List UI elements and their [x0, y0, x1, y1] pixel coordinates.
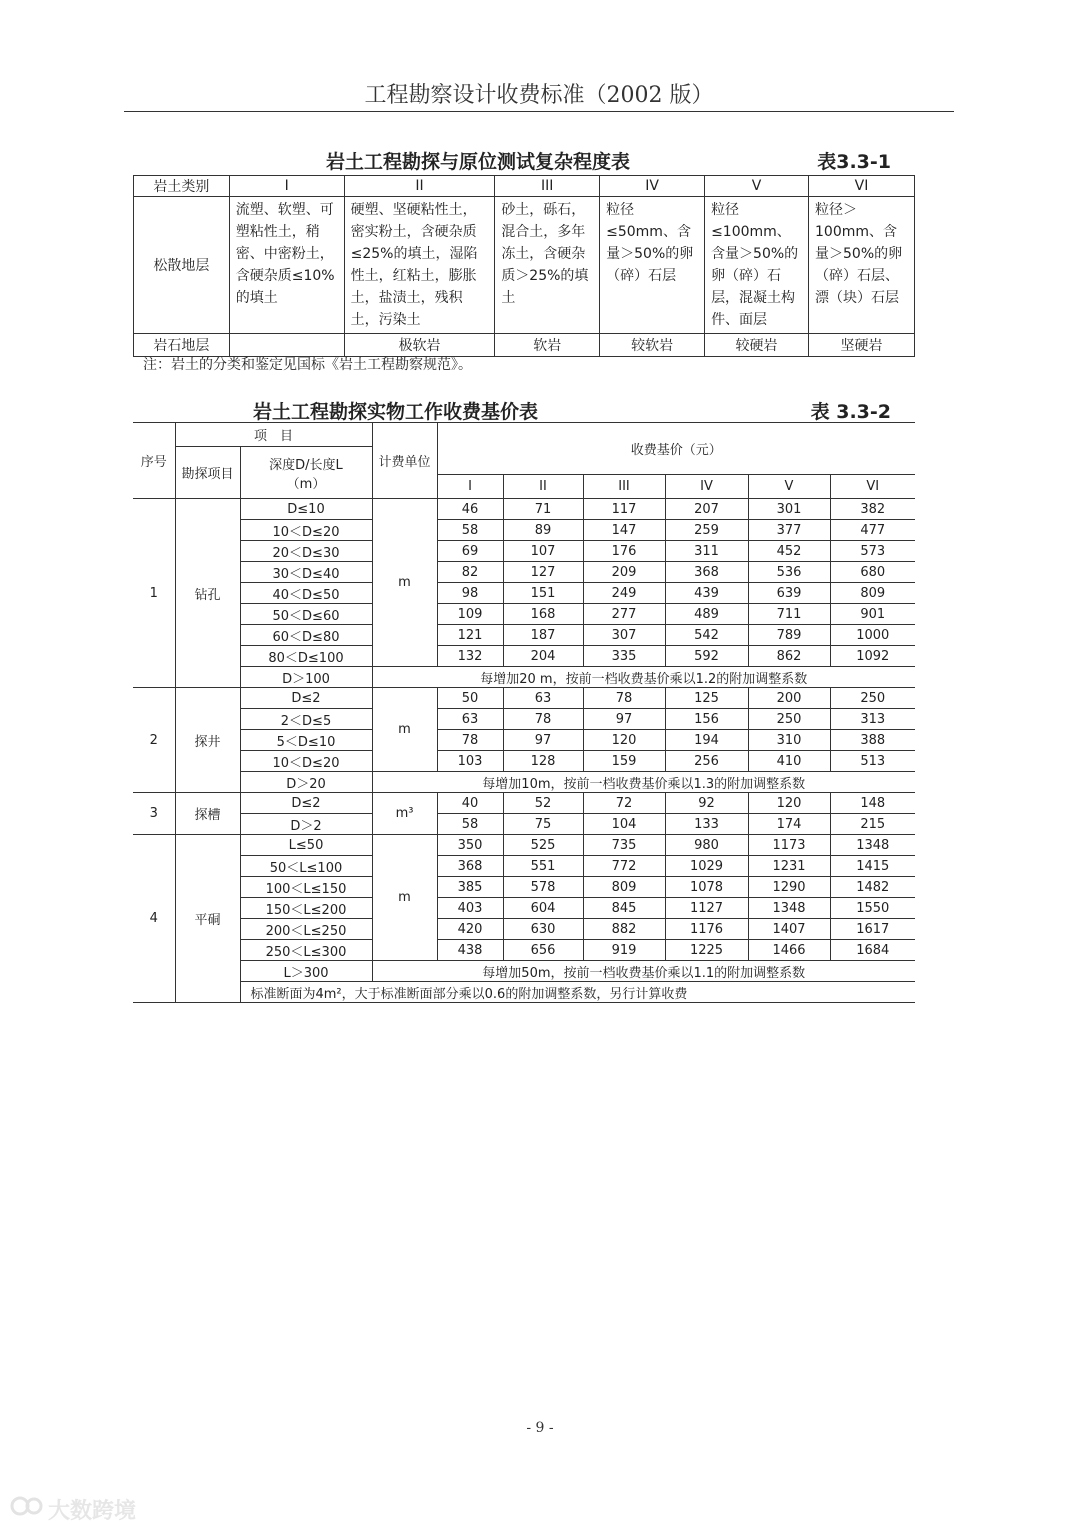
range-cell: 150＜L≤200	[240, 898, 372, 919]
price-cell: 809	[830, 583, 915, 604]
rock-cell: 较软岩	[600, 334, 705, 357]
table2-title: 岩土工程勘探实物工作收费基价表	[253, 401, 539, 423]
price-cell: 120	[748, 793, 830, 814]
loose-desc: 粒径＞100mm、含量＞50%的卵（碎）石层、漂（块）石层	[809, 197, 915, 334]
adjustment-note: 每增加10m，按前一档收费基价乘以1.3的附加调整系数	[372, 772, 915, 793]
unit-cell: m	[372, 499, 437, 667]
price-cell: 69	[437, 541, 503, 562]
price-cell: 92	[665, 793, 748, 814]
price-cell: 98	[437, 583, 503, 604]
price-cell: 97	[583, 709, 665, 730]
price-cell: 82	[437, 562, 503, 583]
class-header: III	[495, 176, 600, 197]
price-cell: 862	[748, 646, 830, 667]
range-cell: D≤2	[240, 793, 372, 814]
price-cell: 1415	[830, 856, 915, 877]
price-cell: 385	[437, 877, 503, 898]
price-cell: 71	[503, 499, 583, 520]
price-cell: 573	[830, 541, 915, 562]
price-cell: 368	[665, 562, 748, 583]
price-cell: 249	[583, 583, 665, 604]
standard-note-row	[133, 982, 915, 1003]
category-label: 岩土类别	[134, 176, 230, 197]
table-row	[133, 625, 915, 646]
price-cell: 1550	[830, 898, 915, 919]
price-cell: 307	[583, 625, 665, 646]
table2-header-row	[133, 423, 915, 447]
depth-header-unit: （m）	[286, 476, 326, 492]
survey-item-header: 勘探项目	[175, 447, 240, 499]
table1-title: 岩土工程勘探与原位测试复杂程度表	[326, 151, 631, 173]
range-cell: 40＜D≤50	[240, 583, 372, 604]
table2-title-bar	[133, 397, 915, 425]
loose-desc: 粒径≤100mm、含量＞50%的卵（碎）石层，混凝土构件、面层	[705, 197, 809, 334]
price-cell: 388	[830, 730, 915, 751]
price-cell: 148	[830, 793, 915, 814]
price-cell: 187	[503, 625, 583, 646]
class-col-header: III	[583, 475, 665, 499]
price-cell: 174	[748, 814, 830, 835]
table-row	[133, 856, 915, 877]
price-cell: 58	[437, 814, 503, 835]
loose-desc: 粒径≤50mm、含量＞50%的卵（碎）石层	[600, 197, 705, 334]
unit-cell: m	[372, 688, 437, 772]
price-cell: 980	[665, 835, 748, 856]
price-cell: 439	[665, 583, 748, 604]
price-cell: 382	[830, 499, 915, 520]
price-cell: 52	[503, 793, 583, 814]
loose-label: 松散地层	[134, 197, 230, 334]
table1-header-row	[134, 176, 915, 197]
watermark-logo-icon	[10, 1494, 44, 1518]
standard-section-note: 标准断面为4m²，大于标准断面部分乘以0.6的附加调整系数，另行计算收费	[240, 982, 915, 1003]
price-cell: 107	[503, 541, 583, 562]
survey-item-cell: 探井	[175, 688, 240, 793]
price-cell: 277	[583, 604, 665, 625]
price-cell: 40	[437, 793, 503, 814]
price-cell: 452	[748, 541, 830, 562]
price-cell: 109	[437, 604, 503, 625]
class-header: IV	[600, 176, 705, 197]
price-cell: 259	[665, 520, 748, 541]
seq-cell: 1	[133, 499, 175, 688]
table-row	[133, 751, 915, 772]
price-cell: 1466	[748, 940, 830, 961]
rock-cell: 软岩	[495, 334, 600, 357]
price-cell: 58	[437, 520, 503, 541]
price-cell: 204	[503, 646, 583, 667]
depth-header-label: 深度D/长度L	[269, 457, 343, 473]
price-cell: 168	[503, 604, 583, 625]
range-cell: D＞20	[240, 772, 372, 793]
price-cell: 1348	[830, 835, 915, 856]
price-cell: 536	[748, 562, 830, 583]
class-header: V	[705, 176, 809, 197]
price-cell: 1029	[665, 856, 748, 877]
price-cell: 313	[830, 709, 915, 730]
price-cell: 133	[665, 814, 748, 835]
price-cell: 630	[503, 919, 583, 940]
table2-number: 表 3.3-2	[810, 401, 891, 423]
price-cell: 845	[583, 898, 665, 919]
price-cell: 513	[830, 751, 915, 772]
rock-label: 岩石地层	[134, 334, 230, 357]
table-row	[133, 646, 915, 667]
table-row	[133, 541, 915, 562]
price-cell: 335	[583, 646, 665, 667]
price-cell: 78	[583, 688, 665, 709]
price-cell: 1127	[665, 898, 748, 919]
table-row	[133, 583, 915, 604]
table-row	[133, 835, 915, 856]
table-row	[133, 919, 915, 940]
range-cell: 250＜L≤300	[240, 940, 372, 961]
table-row	[133, 940, 915, 961]
class-col-header: II	[503, 475, 583, 499]
range-cell: 50＜D≤60	[240, 604, 372, 625]
seq-cell: 4	[133, 835, 175, 1003]
price-cell: 438	[437, 940, 503, 961]
price-cell: 350	[437, 835, 503, 856]
price-cell: 420	[437, 919, 503, 940]
price-cell: 120	[583, 730, 665, 751]
class-header: I	[229, 176, 344, 197]
price-cell: 1290	[748, 877, 830, 898]
seq-header: 序号	[133, 423, 175, 499]
price-cell: 50	[437, 688, 503, 709]
range-cell: D≤10	[240, 499, 372, 520]
price-cell: 542	[665, 625, 748, 646]
price-cell: 78	[503, 709, 583, 730]
table-row	[133, 604, 915, 625]
price-cell: 882	[583, 919, 665, 940]
range-cell: 30＜D≤40	[240, 562, 372, 583]
table-row	[133, 730, 915, 751]
range-cell: 200＜L≤250	[240, 919, 372, 940]
extra-row	[133, 961, 915, 982]
price-cell: 132	[437, 646, 503, 667]
table-row	[133, 814, 915, 835]
page-number: - 9 -	[526, 1420, 554, 1436]
price-cell: 735	[583, 835, 665, 856]
price-cell: 250	[748, 709, 830, 730]
range-cell: D＞100	[240, 667, 372, 688]
price-cell: 377	[748, 520, 830, 541]
price-cell: 207	[665, 499, 748, 520]
price-cell: 1092	[830, 646, 915, 667]
price-cell: 772	[583, 856, 665, 877]
price-cell: 117	[583, 499, 665, 520]
project-header: 项 目	[175, 423, 372, 447]
price-cell: 680	[830, 562, 915, 583]
loose-desc: 砂土，砾石，混合土，多年冻土，含硬杂质＞25%的填土	[495, 197, 600, 334]
price-cell: 159	[583, 751, 665, 772]
watermark-text: 大数跨境	[48, 1499, 137, 1524]
price-cell: 256	[665, 751, 748, 772]
price-cell: 1617	[830, 919, 915, 940]
rock-cell: 较硬岩	[705, 334, 809, 357]
price-cell: 311	[665, 541, 748, 562]
survey-item-cell: 平硐	[175, 835, 240, 1003]
price-cell: 1482	[830, 877, 915, 898]
price-cell: 1684	[830, 940, 915, 961]
price-cell: 200	[748, 688, 830, 709]
price-cell: 1078	[665, 877, 748, 898]
price-header: 收费基价（元）	[437, 423, 915, 475]
range-cell: 5＜D≤10	[240, 730, 372, 751]
price-cell: 901	[830, 604, 915, 625]
price-cell: 125	[665, 688, 748, 709]
table-row	[133, 877, 915, 898]
range-cell: 10＜D≤20	[240, 520, 372, 541]
range-cell: D≤2	[240, 688, 372, 709]
price-cell: 489	[665, 604, 748, 625]
range-cell: 2＜D≤5	[240, 709, 372, 730]
range-cell: 60＜D≤80	[240, 625, 372, 646]
range-cell: L＞300	[240, 961, 372, 982]
price-cell: 89	[503, 520, 583, 541]
price-cell: 194	[665, 730, 748, 751]
complexity-table	[133, 175, 915, 357]
price-cell: 310	[748, 730, 830, 751]
price-cell: 176	[583, 541, 665, 562]
price-cell: 1225	[665, 940, 748, 961]
rock-cell: 坚硬岩	[809, 334, 915, 357]
price-cell: 368	[437, 856, 503, 877]
price-cell: 403	[437, 898, 503, 919]
price-cell: 604	[503, 898, 583, 919]
price-cell: 46	[437, 499, 503, 520]
price-cell: 75	[503, 814, 583, 835]
price-cell: 103	[437, 751, 503, 772]
price-cell: 639	[748, 583, 830, 604]
class-col-header: V	[748, 475, 830, 499]
price-cell: 1407	[748, 919, 830, 940]
price-cell: 477	[830, 520, 915, 541]
loose-stratum-row	[134, 197, 915, 334]
table1-number: 表3.3-1	[817, 151, 891, 173]
price-cell: 919	[583, 940, 665, 961]
class-col-header: IV	[665, 475, 748, 499]
table1-note: 注：岩土的分类和鉴定见国标《岩土工程勘察规范》。	[143, 357, 472, 373]
range-cell: 80＜D≤100	[240, 646, 372, 667]
price-cell: 1173	[748, 835, 830, 856]
class-header: VI	[809, 176, 915, 197]
price-cell: 1348	[748, 898, 830, 919]
table1-title-bar	[133, 147, 915, 175]
seq-cell: 2	[133, 688, 175, 793]
price-cell: 127	[503, 562, 583, 583]
price-cell: 1000	[830, 625, 915, 646]
price-cell: 301	[748, 499, 830, 520]
price-cell: 63	[437, 709, 503, 730]
range-cell: 100＜L≤150	[240, 877, 372, 898]
loose-desc: 硬塑、坚硬粘性土，密实粉土，含硬杂质≤25%的填土，湿陷性土，红粘土，膨胀土，盐渍土，残积土，污染土	[344, 197, 495, 334]
extra-row	[133, 772, 915, 793]
table-row	[133, 562, 915, 583]
table-row	[133, 520, 915, 541]
class-col-header: VI	[830, 475, 915, 499]
table-row	[133, 793, 915, 814]
price-cell: 711	[748, 604, 830, 625]
page-header-title: 工程勘察设计收费标准（2002 版）	[364, 83, 714, 108]
loose-desc: 流塑、软塑、可塑粘性土，稍密、中密粉土，含硬杂质≤10%的填土	[229, 197, 344, 334]
price-cell: 128	[503, 751, 583, 772]
unit-cell: m	[372, 835, 437, 961]
range-cell: L≤50	[240, 835, 372, 856]
price-cell: 250	[830, 688, 915, 709]
price-cell: 410	[748, 751, 830, 772]
table-row	[133, 709, 915, 730]
class-col-header: I	[437, 475, 503, 499]
price-cell: 121	[437, 625, 503, 646]
range-cell: 20＜D≤30	[240, 541, 372, 562]
price-cell: 215	[830, 814, 915, 835]
table-row	[133, 688, 915, 709]
price-cell: 78	[437, 730, 503, 751]
seq-cell: 3	[133, 793, 175, 835]
range-cell: 50＜L≤100	[240, 856, 372, 877]
survey-item-cell: 探槽	[175, 793, 240, 835]
price-cell: 1231	[748, 856, 830, 877]
range-cell: D＞2	[240, 814, 372, 835]
survey-item-cell: 钻孔	[175, 499, 240, 688]
price-cell: 209	[583, 562, 665, 583]
price-cell: 789	[748, 625, 830, 646]
depth-header	[240, 447, 372, 499]
fee-base-price-table	[133, 422, 915, 1003]
header-rule	[124, 111, 954, 112]
price-cell: 63	[503, 688, 583, 709]
price-cell: 151	[503, 583, 583, 604]
watermark	[10, 1494, 150, 1524]
table-row	[133, 499, 915, 520]
price-cell: 578	[503, 877, 583, 898]
price-cell: 809	[583, 877, 665, 898]
price-cell: 104	[583, 814, 665, 835]
unit-header: 计费单位	[372, 423, 437, 499]
price-cell: 72	[583, 793, 665, 814]
price-cell: 551	[503, 856, 583, 877]
price-cell: 156	[665, 709, 748, 730]
class-header: II	[344, 176, 495, 197]
price-cell: 1176	[665, 919, 748, 940]
unit-cell: m³	[372, 793, 437, 835]
adjustment-note: 每增加20 m，按前一档收费基价乘以1.2的附加调整系数	[372, 667, 915, 688]
price-cell: 525	[503, 835, 583, 856]
extra-row	[133, 667, 915, 688]
price-cell: 656	[503, 940, 583, 961]
table-row	[133, 898, 915, 919]
adjustment-note: 每增加50m，按前一档收费基价乘以1.1的附加调整系数	[372, 961, 915, 982]
rock-cell: 极软岩	[344, 334, 495, 357]
range-cell: 10＜D≤20	[240, 751, 372, 772]
price-cell: 147	[583, 520, 665, 541]
price-cell: 592	[665, 646, 748, 667]
price-cell: 97	[503, 730, 583, 751]
